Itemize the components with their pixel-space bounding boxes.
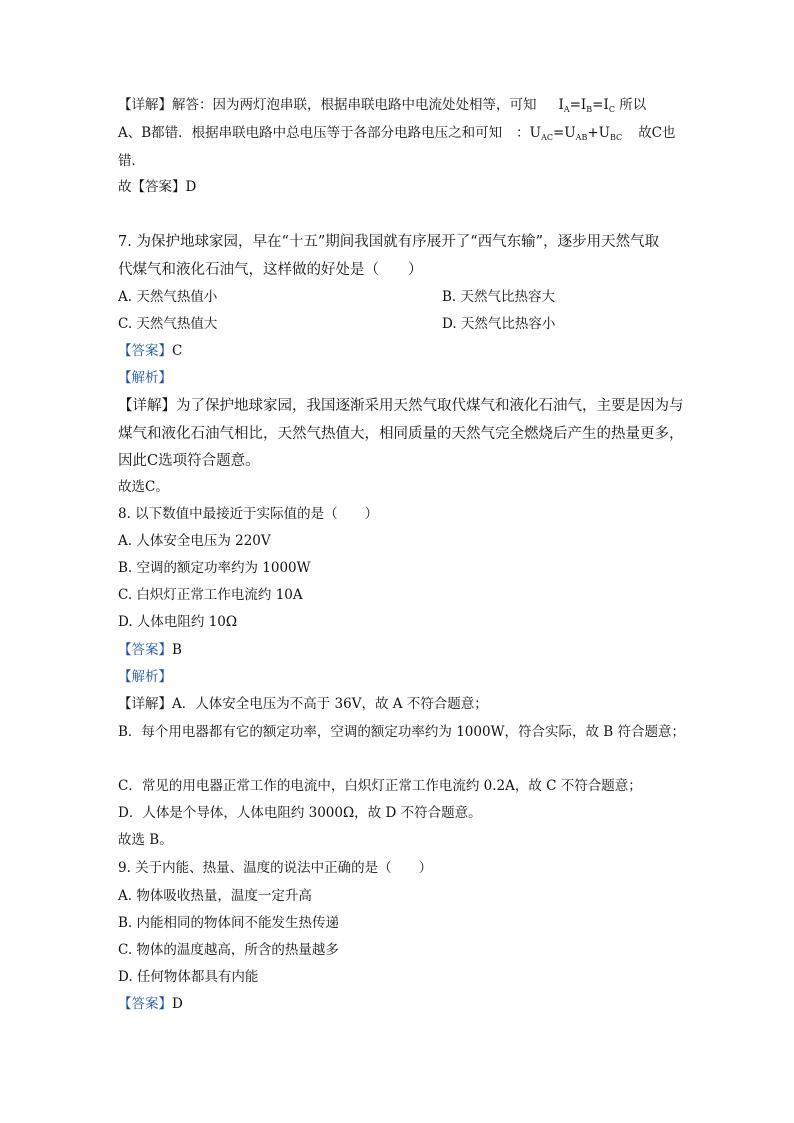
q8-option-b: B. 空调的额定功率约为 1000W — [118, 560, 311, 576]
q7-option-d: D. 天然气比热容小 — [442, 316, 556, 332]
q9-option-a: A. 物体吸收热量，温度一定升高 — [118, 888, 312, 904]
current-formula: $I_A=I_B=I_C$ — [558, 97, 615, 114]
q7-conclusion: 故选C。 — [118, 479, 169, 495]
q7-option-c: C. 天然气热值大 — [118, 316, 218, 332]
voltage-formula: ：$U_{AC}=U_{AB}+U_{BC}$ — [516, 125, 623, 142]
q8-conclusion: 故选 B。 — [118, 832, 173, 848]
q7-stem-line-2: 代煤气和液化石油气，这样做的好处是（ ） — [118, 262, 423, 278]
q8-detail-a: 【详解】A．人体安全电压为不高于 36V，故 A 不符合题意； — [118, 696, 488, 712]
q8-detail-d: D．人体是个导体，人体电阻约 3000Ω，故 D 不符合题意。 — [118, 805, 482, 821]
q7-analysis-tag: 【解析】 — [118, 370, 172, 386]
answer-tag: 【答案】 — [118, 343, 172, 359]
q9-option-d: D. 任何物体都具有内能 — [118, 969, 259, 985]
q8-option-d: D. 人体电阻约 10Ω — [118, 614, 238, 630]
answer-tag: 【答案】 — [118, 996, 172, 1012]
q9-option-b: B. 内能相同的物体间不能发生热传递 — [118, 915, 340, 931]
q9-answer: 【答案】D — [118, 996, 183, 1012]
q8-detail-b: B．每个用电器都有它的额定功率，空调的额定功率约为 1000W，符合实际，故 B 符合题意； — [118, 724, 685, 740]
q7-option-a: A. 天然气热值小 — [118, 289, 218, 305]
q9-option-c: C. 物体的温度越高，所含的热量越多 — [118, 942, 339, 958]
q6-detail-line-3: 错． — [118, 153, 145, 169]
q7-answer: 【答案】C — [118, 343, 183, 359]
q8-analysis-tag: 【解析】 — [118, 669, 172, 685]
q7-detail-line-3: 因此C选项符合题意。 — [118, 453, 260, 469]
q9-stem: 9. 关于内能、热量、温度的说法中正确的是（ ） — [118, 860, 433, 876]
q6-detail-line-2: A、B都错．根据串联电路中总电压等于各部分电路电压之和可知 ：$U_{AC}=U_{AB}+U_{BC}$ 故C也 — [118, 125, 676, 142]
q7-stem-line-1: 7. 为保护地球家园，早在“十五”期间我国就有序展开了“西气东输”，逐步用天然气取 — [118, 234, 660, 250]
q6-detail-line-1: 【详解】解答：因为两灯泡串联，根据串联电路中电流处处相等，可知 $I_A=I_B=I_C$ 所以 — [118, 97, 647, 114]
q6-answer-line: 故【答案】D — [118, 179, 197, 195]
q8-option-a: A. 人体安全电压为 220V — [118, 533, 271, 549]
q8-detail-c: C．常见的用电器正常工作的电流中，白炽灯正常工作电流约 0.2A，故 C 不符合题意； — [118, 778, 642, 794]
q7-detail-line-1: 【详解】为了保护地球家园，我国逐渐采用天然气取代煤气和液化石油气，主要是因为与 — [118, 398, 684, 414]
q7-option-b: B. 天然气比热容大 — [442, 289, 556, 305]
q7-detail-line-2: 煤气和液化石油气相比，天然气热值大，相同质量的天然气完全燃烧后产生的热量更多， — [118, 426, 684, 442]
q8-answer: 【答案】B — [118, 642, 182, 658]
q8-option-c: C. 白炽灯正常工作电流约 10A — [118, 587, 303, 603]
answer-tag: 【答案】 — [118, 642, 172, 658]
q8-stem: 8. 以下数值中最接近于实际值的是（ ） — [118, 506, 379, 522]
